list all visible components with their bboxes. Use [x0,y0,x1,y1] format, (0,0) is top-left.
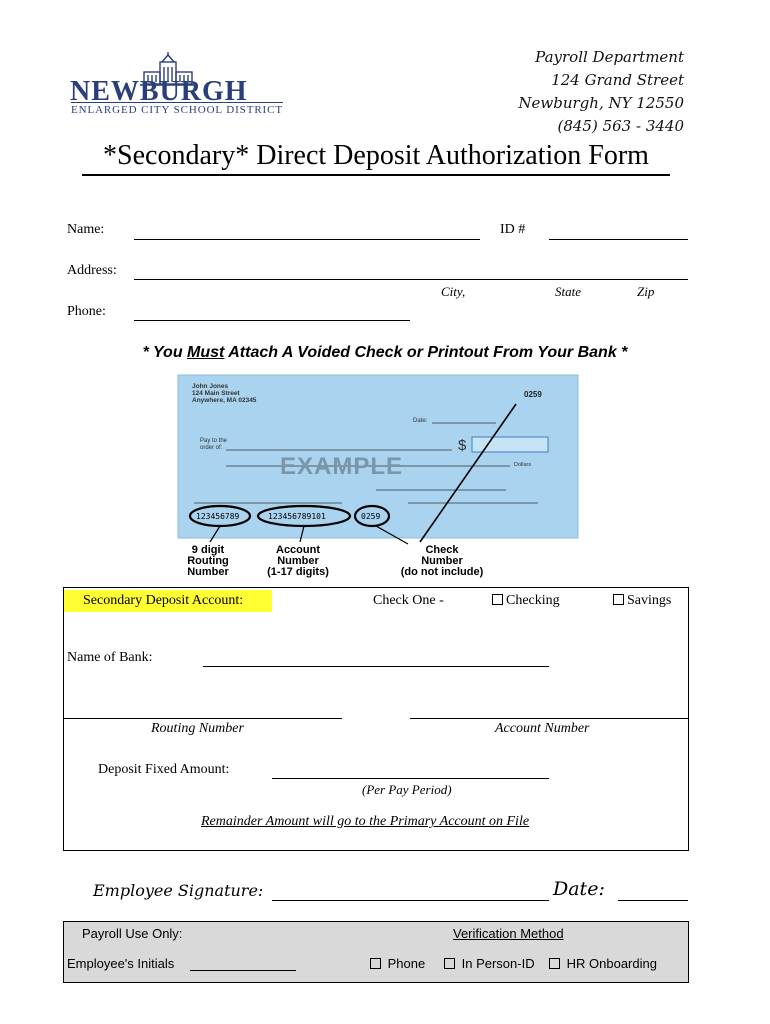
bank-name-field[interactable] [203,666,549,667]
district-logo-subtitle: ENLARGED CITY SCHOOL DISTRICT [71,104,283,116]
dept-line-2: 124 Grand Street [551,71,684,89]
verify-phone-checkbox[interactable] [370,958,381,969]
routing-caption-3: Number [187,566,229,578]
example-check-image [176,374,580,582]
employee-signature-field[interactable] [272,900,549,901]
checkno-caption-2: Number [421,555,463,567]
checking-option[interactable] [492,593,560,609]
district-logo-name: NEWBURGH [70,76,248,107]
check-pay-label-1: Pay to the [200,438,228,444]
check-dollars-label: Dollars [514,462,532,468]
verify-hr-label: HR Onboarding [566,956,657,971]
micr-account: 123456789101 [268,512,326,521]
savings-option[interactable] [613,593,671,609]
attach-post: Attach A Voided Check or Printout From Your Bank * [224,344,628,361]
micr-routing: 123456789 [196,512,240,521]
verification-method-label: Verification Method [453,926,564,941]
attach-must: Must [187,344,225,361]
account-number-field[interactable] [410,718,688,719]
id-label: ID # [500,222,526,237]
signature-date-field[interactable] [618,900,688,901]
account-caption-3: (1-17 digits) [267,566,329,578]
routing-caption-1: 9 digit [191,544,225,556]
employee-signature-label: Employee Signature: [93,881,264,900]
zip-label: Zip [637,284,655,299]
address-label: Address: [67,263,117,278]
employee-initials-field[interactable] [190,970,296,971]
micr-check: 0259 [361,512,381,521]
check-example-watermark: EXAMPLE [280,453,404,480]
check-holder-line-3: Anywhere, MA 02345 [192,397,257,404]
verify-hr-checkbox[interactable] [549,958,560,969]
check-one-label: Check One - [373,593,444,608]
verify-in-person-checkbox[interactable] [444,958,455,969]
dept-line-4: (845) 563 - 3440 [557,117,684,135]
per-pay-period-label: (Per Pay Period) [362,782,452,797]
deposit-account-section [63,587,689,851]
check-holder-line-2: 124 Main Street [192,390,240,397]
routing-number-field[interactable] [64,718,342,719]
savings-checkbox[interactable] [613,594,624,605]
secondary-account-label: Secondary Deposit Account: [83,593,244,608]
check-dollar-sign: $ [458,437,467,454]
name-field[interactable] [134,239,480,240]
fixed-amount-label: Deposit Fixed Amount: [98,762,230,777]
routing-number-label: Routing Number [151,721,244,736]
signature-date-label: Date: [553,878,605,900]
checking-checkbox[interactable] [492,594,503,605]
checkno-caption-3: (do not include) [400,566,484,578]
name-label: Name: [67,222,105,237]
account-caption-2: Number [277,555,319,567]
check-pay-label-2: order of: [200,445,223,451]
verify-in-person-option[interactable] [444,956,535,971]
attach-pre: * You [142,344,188,361]
attach-check-notice [0,344,770,362]
phone-label: Phone: [67,304,106,319]
remainder-note: Remainder Amount will go to the Primary Account on File [201,814,530,829]
id-field[interactable] [549,239,688,240]
check-number-top: 0259 [524,390,542,399]
check-holder-line-1: John Jones [192,383,229,390]
dept-line-3: Newburgh, NY 12550 [518,94,684,112]
address-field[interactable] [134,279,688,280]
city-label: City, [441,284,466,299]
payroll-address-block [518,46,684,138]
fixed-amount-field[interactable] [272,778,549,779]
employee-initials-label: Employee's Initials [67,956,175,971]
state-label: State [555,284,581,299]
bank-name-label: Name of Bank: [67,650,153,665]
checking-label: Checking [506,593,560,608]
checkno-caption-1: Check [425,544,459,556]
account-number-label: Account Number [495,721,590,736]
verify-phone-option[interactable] [370,956,425,971]
dept-line-1: Payroll Department [535,48,684,66]
check-date-label: Date: [413,418,428,424]
phone-field[interactable] [134,320,410,321]
account-caption-1: Account [276,544,320,556]
verify-hr-option[interactable] [549,956,657,971]
form-title: *Secondary* Direct Deposit Authorization Form [82,140,670,176]
routing-caption-2: Routing [187,555,229,567]
savings-label: Savings [627,593,672,608]
payroll-use-only-label: Payroll Use Only: [82,926,183,941]
verify-in-person-label: In Person-ID [461,956,535,971]
verify-phone-label: Phone [387,956,426,971]
